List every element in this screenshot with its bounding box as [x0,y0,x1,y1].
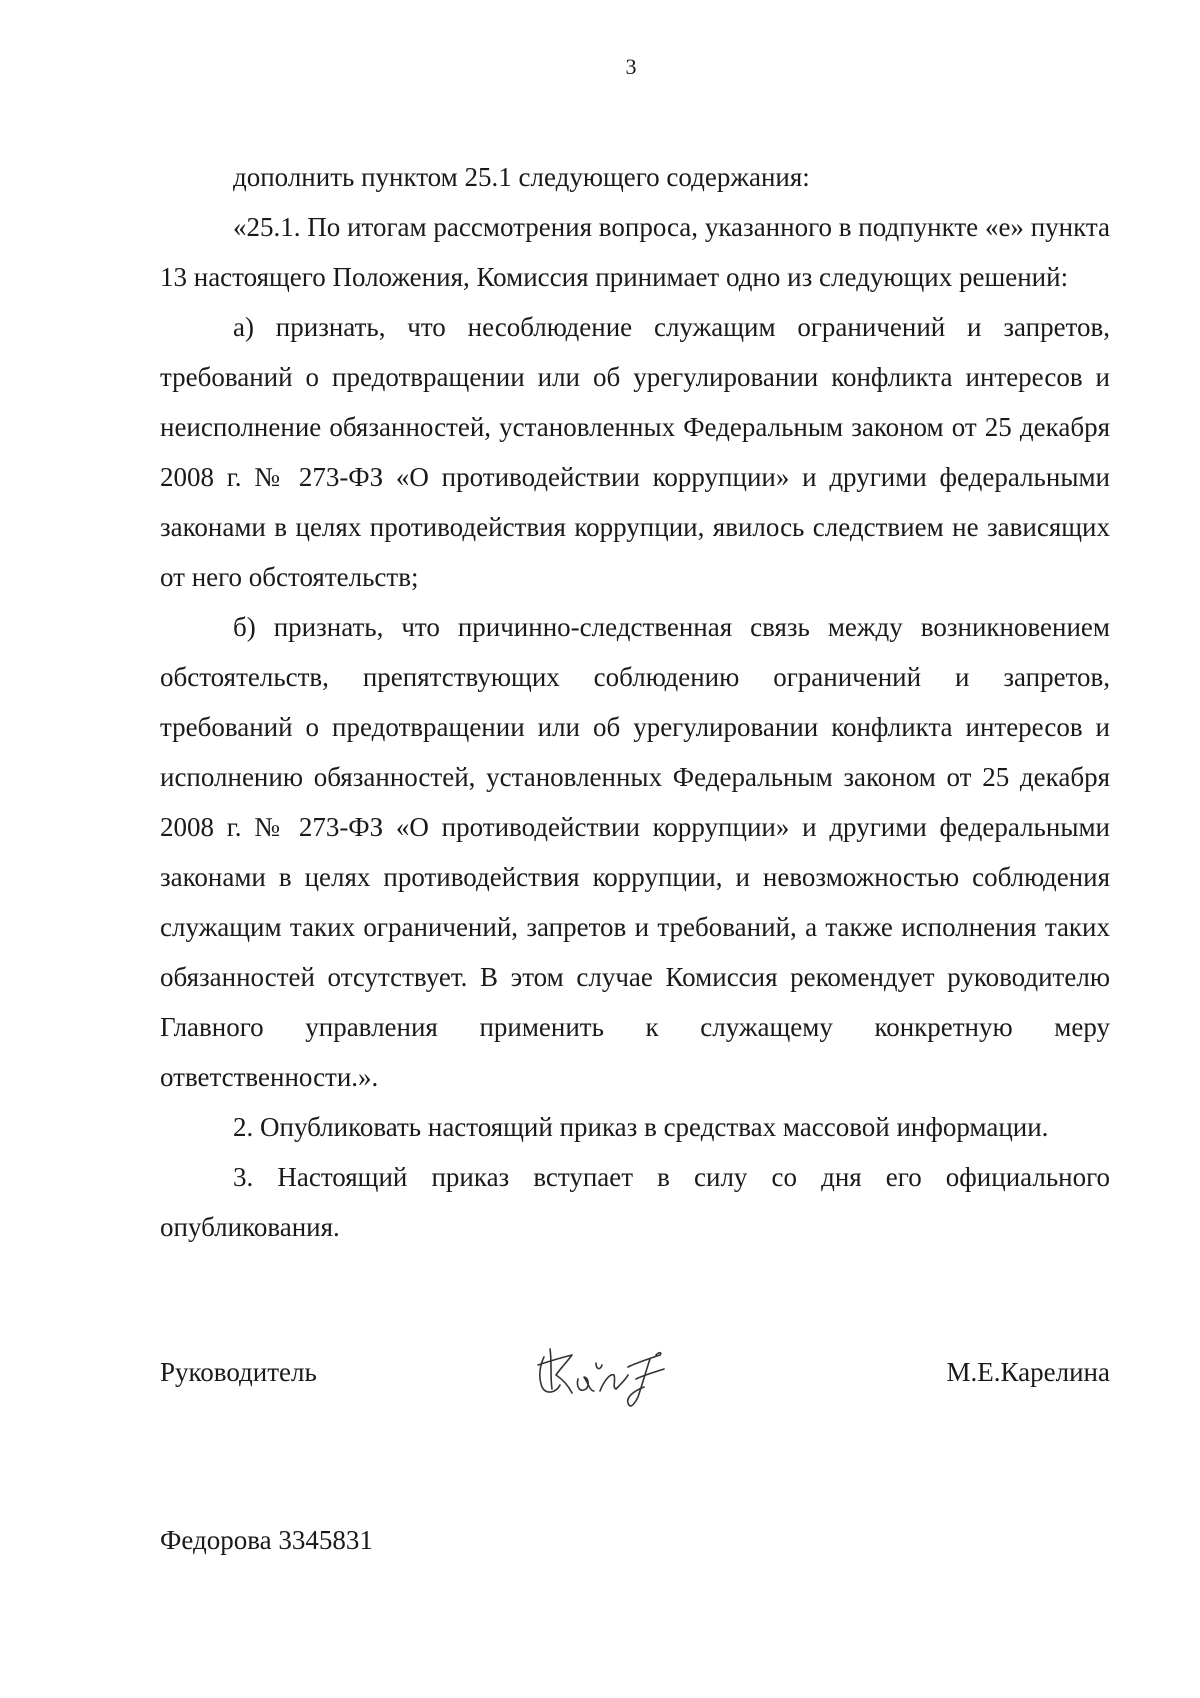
paragraph-intro: дополнить пунктом 25.1 следующего содержания: [233,162,810,192]
handwritten-signature [530,1335,680,1415]
page-number: 3 [625,54,637,79]
signature-block [160,1357,1110,1427]
document-body [160,152,1110,1252]
paragraph-clause-25-1: «25.1. По итогам рассмотрения вопроса, указанного в подпункте «е» пункта 13 настоящего Положения, Комиссия принимает одно из следующих решений: [160,212,1110,292]
paragraph-point-3: 3. Настоящий приказ вступает в силу со дня его официального опубликования. [160,1162,1110,1242]
paragraph-item-a: а) признать, что несоблюдение служащим ограничений и запретов, требований о предотвращении или об урегулировании конфликта интересов и неисполнение обязанностей, установленных Федеральным законом от 25 декабря 2008 г. № 273-ФЗ «О противодействии коррупции» и другими федеральными законами в целях противодействия коррупции, явилось следствием не зависящих от него обстоятельств; [160,312,1110,592]
signer-title: Руководитель [160,1357,317,1387]
executor-contact: Федорова 3345831 [160,1525,373,1555]
paragraph-item-b: б) признать, что причинно-следственная связь между возникновением обстоятельств, препятствующих соблюдению ограничений и запретов, требований о предотвращении или об урегулировании конфликта интересов и исполнению обязанностей, установленных Федеральным законом от 25 декабря 2008 г. № 273-ФЗ «О противодействии коррупции» и другими федеральными законами в целях противодействия коррупции, и невозможностью соблюдения служащим таких ограничений, запретов и требований, а также исполнения таких обязанностей отсутствует. В этом случае Комиссия рекомендует руководителю Главного управления применить к служащему конкретную меру ответственности.». [160,612,1110,1092]
signer-name: М.Е.Карелина [946,1357,1110,1387]
paragraph-point-2: 2. Опубликовать настоящий приказ в средствах массовой информации. [233,1112,1049,1142]
